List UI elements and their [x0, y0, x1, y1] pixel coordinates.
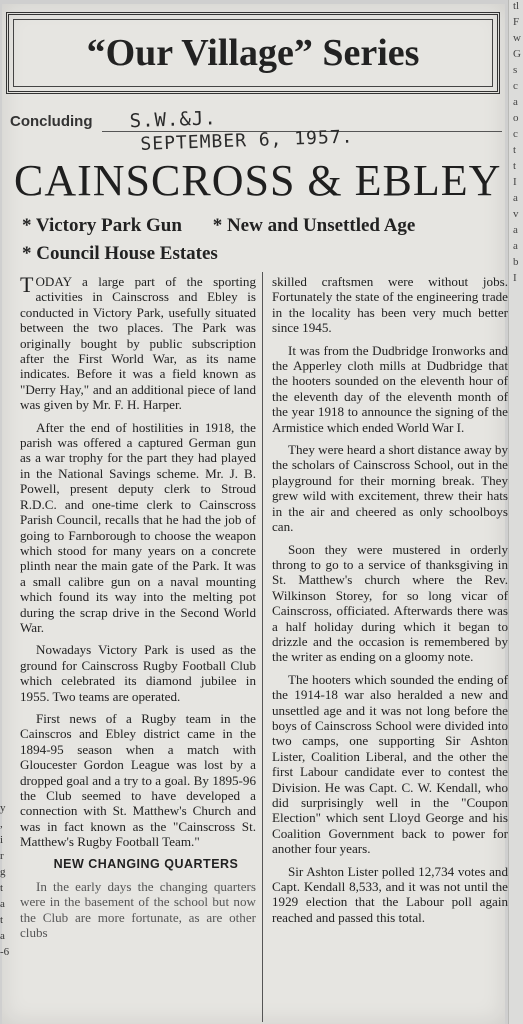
- right-edge-fragment: b: [513, 256, 519, 268]
- paragraph: They were heard a short distance away by the scholars of Cainscross School, out in the playground for their morning break. They grew wild with excitement, threw their hats in the air and cheered as only schoolboys can.: [272, 442, 508, 535]
- left-edge-fragment: i: [0, 834, 4, 846]
- left-edge-fragment: a: [0, 930, 5, 942]
- right-edge-fragment: c: [513, 80, 518, 92]
- right-edge-fragment: tl: [513, 0, 520, 12]
- bullet-council-house-estates: Council House Estates: [36, 243, 218, 264]
- series-banner: [6, 12, 500, 94]
- left-edge-fragment: g: [0, 866, 6, 878]
- paragraph: Soon they were mustered in orderly throng to go to a service of thanksgiving in St. Matthew's church where the Rev. Wilkinson Storey, for so long vicar of Cainscross, officiated. Afterwards there was a half holiday during which it began to drizzle and the occasion is remembered by the writer as ending on a gloomy note.: [272, 541, 508, 665]
- right-edge-fragment: w: [513, 32, 521, 44]
- bullet-star: *: [22, 243, 32, 264]
- right-edge-fragment: v: [513, 208, 519, 220]
- concluding-label: Concluding: [10, 113, 93, 130]
- article-column-left: [20, 274, 256, 948]
- right-edge-fragment: t: [513, 144, 517, 156]
- right-edge-fragment: I: [513, 272, 517, 284]
- bullet-star: *: [212, 215, 223, 236]
- left-edge-fragment: r: [0, 850, 4, 862]
- left-edge-fragments: [0, 800, 12, 1024]
- article-column-right: [272, 274, 508, 932]
- column-divider: [262, 272, 263, 1022]
- paragraph: skilled craftsmen were without jobs. Fortunately the state of the engineering trade in the locality has been very much better since 1945.: [272, 274, 508, 336]
- paragraph: In the early days the changing quarters were in the basement of the school but now the Club are more fortunate, as are other clubs: [20, 879, 256, 941]
- right-edge-fragment: a: [513, 96, 518, 108]
- right-edge-fragment: I: [513, 176, 517, 188]
- paragraph: The hooters which sounded the ending of the 1914-18 war also heralded a new and unsettled age and it was not long before the boys of Cainscross School were divided into two camps, one supporting Sir Ashton Lister, Coalition Liberal, and the other the first Labour candidate ever to contest the Division. He was Capt. C. W. Kendall, who did surprisingly well in the "Coupon Election" which sent Lloyd George and his Coalition Government back to power for another four years.: [272, 671, 508, 857]
- topic-bullets: [22, 212, 506, 268]
- left-edge-fragment: -6: [0, 946, 10, 958]
- left-edge-fragment: a: [0, 898, 5, 910]
- paragraph: First news of a Rugby team in the Cainscros and Ebley district came in the 1894-95 season when a match with Gloucester Gordon League was lost by a dropped goal and a try to a goal. By 1895-96 the Club seemed to have developed a connection with St. Matthew's Church and was in fact known as the "Cainscross St. Matthew's Rugby Football Team.": [20, 710, 256, 850]
- paragraph: After the end of hostilities in 1918, the parish was offered a captured German gun as a war trophy for the part they had played in the National Savings scheme. Mr. J. B. Powell, present deputy clerk to Stroud R.D.C. and one-time clerk to Cainscross Parish Council, recalls that he had the job of going to Farnborough to choose the weapon which stood for many years on a concrete plinth near the main gate of the Park. It was a small calibre gun on a naval mounting which found its way into the melting pot during the scrap drive in the Second World War.: [20, 419, 256, 635]
- article-headline: CAINSCROSS & EBLEY: [14, 156, 502, 205]
- subheading-new-changing-quarters: NEW CHANGING QUARTERS: [53, 856, 239, 871]
- paragraph: Sir Ashton Lister polled 12,734 votes and Capt. Kendall 8,533, and it was not until the 1929 election that the Labour poll again reached and passed this total.: [272, 863, 508, 925]
- drop-cap: T: [20, 272, 34, 297]
- right-edge-fragment: F: [513, 16, 520, 28]
- right-edge-fragment: a: [513, 192, 518, 204]
- left-edge-fragment: t: [0, 882, 4, 894]
- right-edge-fragments: [508, 0, 523, 1024]
- left-edge-fragment: t: [0, 914, 4, 926]
- right-edge-fragment: a: [513, 240, 518, 252]
- bullet-new-unsettled-age: New and Unsettled Age: [226, 215, 416, 236]
- series-title: “Our Village” Series: [86, 32, 420, 74]
- right-edge-fragment: t: [513, 160, 517, 172]
- bullet-row-1: [22, 212, 506, 240]
- bullet-star: *: [22, 215, 32, 236]
- paragraph: TODAY a large part of the sporting activities in Cainscross and Ebley is conducted in Victory Park, usefully situated between the two places. The Park was originally bought by public subscription after the First World War, as its name indicates. Before it was a field known as "Derry Hay," and an additional piece of land was given by Mr. F. H. Harper.: [20, 272, 256, 413]
- right-edge-fragment: s: [513, 64, 518, 76]
- paragraph: Nowadays Victory Park is used as the ground for Cainscross Rugby Football Club which celebrated its diamond jubilee in 1955. Two teams are operated.: [20, 642, 256, 704]
- handwritten-source: S.W.&J.: [129, 107, 218, 133]
- paragraph: It was from the Dudbridge Ironworks and the Apperley cloth mills at Dudbridge that the hooters sounded on the eleventh hour of the eleventh day of the eleventh month of the year 1918 to announce the signing of the Armistice which ended World War I.: [272, 342, 508, 435]
- left-edge-fragment: y: [0, 802, 6, 814]
- bullet-victory-park-gun: Victory Park Gun: [35, 215, 182, 236]
- right-edge-fragment: a: [513, 224, 518, 236]
- right-edge-fragment: G: [513, 48, 521, 60]
- bullet-row-2: [22, 240, 506, 268]
- right-edge-fragment: c: [513, 128, 518, 140]
- handwritten-date: SEPTEMBER 6, 1957.: [140, 126, 354, 155]
- left-edge-fragment: ,: [0, 818, 3, 830]
- right-edge-fragment: o: [513, 112, 519, 124]
